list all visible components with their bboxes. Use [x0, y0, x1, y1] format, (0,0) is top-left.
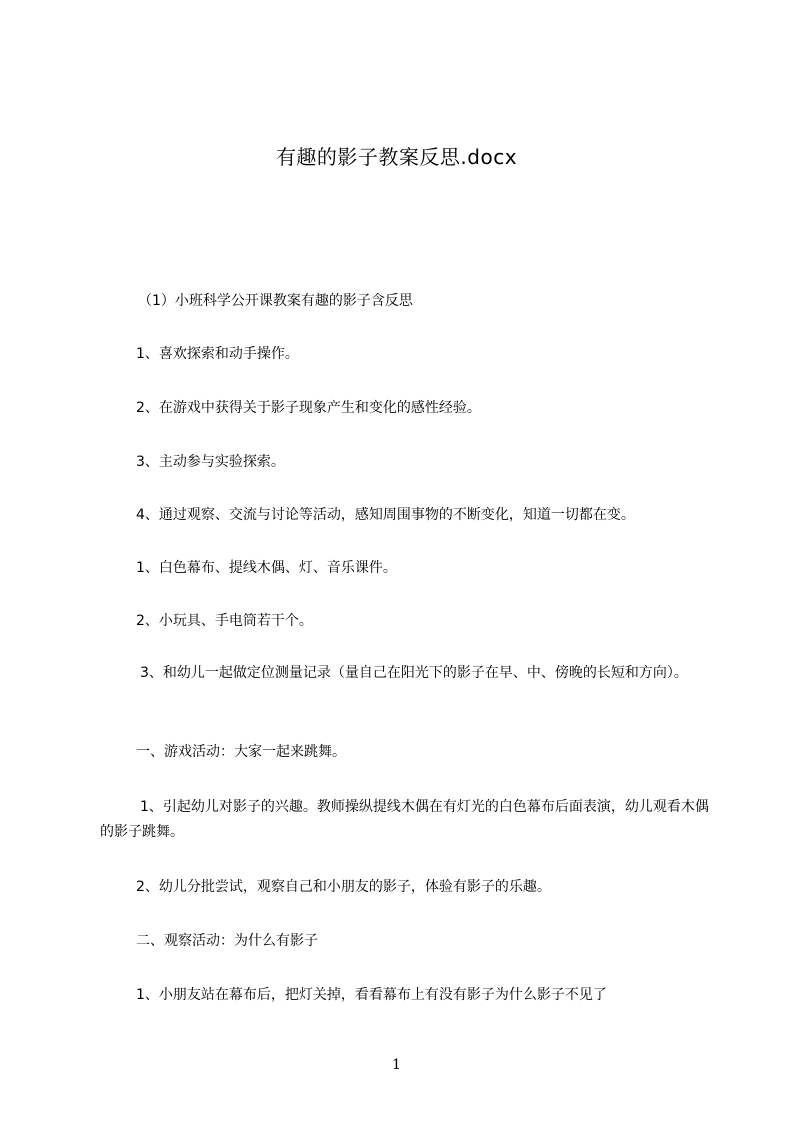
paragraph: 一、游戏活动：大家一起来跳舞。	[136, 744, 346, 760]
document-title: 有趣的影子教案反思.docx	[275, 145, 518, 169]
page-number: 1	[392, 1057, 401, 1073]
paragraph: 2、幼儿分批尝试，观察自己和小朋友的影子，体验有影子的乐趣。	[136, 879, 551, 895]
paragraph: 1、引起幼儿对影子的兴趣。教师操纵提线木偶在有灯光的白色幕布后面表演，幼儿观看木偶的影子跳舞。	[100, 799, 709, 840]
paragraph: 3、和幼儿一起做定位测量记录（量自己在阳光下的影子在早、中、傍晚的长短和方向）。	[140, 665, 688, 681]
paragraph-heading: （1）小班科学公开课教案有趣的影子含反思	[138, 293, 413, 309]
paragraph: 2、小玩具、手电筒若干个。	[136, 613, 313, 629]
paragraph: 1、白色幕布、提线木偶、灯、音乐课件。	[136, 560, 397, 576]
paragraph: 2、在游戏中获得关于影子现象产生和变化的感性经验。	[136, 400, 481, 416]
paragraph: 3、主动参与实验探索。	[136, 454, 285, 470]
paragraph: 1、小朋友站在幕布后，把灯关掉，看看幕布上有没有影子为什么影子不见了	[136, 987, 607, 1003]
paragraph: 1、喜欢探索和动手操作。	[136, 346, 299, 362]
paragraph: 二、观察活动：为什么有影子	[136, 933, 318, 949]
paragraph: 4、通过观察、交流与讨论等活动，感知周围事物的不断变化，知道一切都在变。	[136, 507, 635, 523]
